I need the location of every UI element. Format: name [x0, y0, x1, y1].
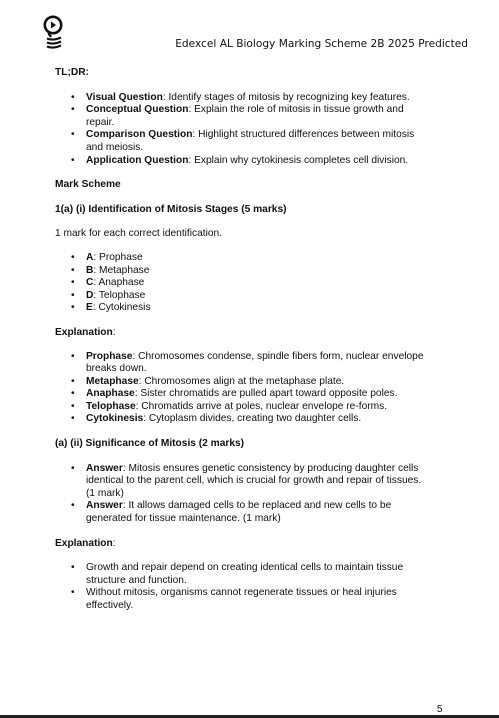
- list-item: • Answer: Mitosis ensures genetic consistency by producing daughter cells identical to the parent cell, which is crucial for growth and repair of tissues. (1 mark): [86, 463, 430, 501]
- explanation-heading: Explanation:: [55, 326, 116, 338]
- marking-note: 1 mark for each correct identification.: [55, 228, 223, 240]
- list-item: • Growth and repair depend on creating identical cells to maintain tissue structure and function.: [86, 562, 430, 587]
- list-item: • Application Question: Explain why cytokinesis completes cell division.: [86, 155, 430, 168]
- list-item: • Visual Question: Identify stages of mitosis by recognizing key features.: [86, 92, 430, 105]
- section-heading-1a-i: 1(a) (i) Identification of Mitosis Stages (5 marks): [55, 203, 287, 215]
- document-body: [55, 67, 430, 613]
- list-item: • C: Anaphase: [86, 277, 430, 290]
- document-header-title: Edexcel AL Biology Marking Scheme 2B 2025 Predicted: [175, 38, 468, 50]
- tldr-heading: TL;DR:: [55, 67, 89, 78]
- list-item: • Anaphase: Sister chromatids are pulled apart toward opposite poles.: [86, 388, 430, 401]
- list-item: • Prophase: Chromosomes condense, spindle fibers form, nuclear envelope breaks down.: [86, 351, 430, 376]
- list-item: • Without mitosis, organisms cannot regenerate tissues or heal injuries effectively.: [86, 587, 430, 612]
- list-item: • Metaphase: Chromosomes align at the metaphase plate.: [86, 376, 430, 389]
- list-item: • D: Telophase: [86, 290, 430, 303]
- list-item: • Cytokinesis: Cytoplasm divides, creating two daughter cells.: [86, 413, 430, 426]
- list-item: • Conceptual Question: Explain the role of mitosis in tissue growth and repair.: [86, 104, 430, 129]
- explanation-heading: Explanation:: [55, 537, 116, 549]
- list-item: • Answer: It allows damaged cells to be replaced and new cells to be generated for tissue maintenance. (1 mark): [86, 500, 430, 525]
- list-item: • Telophase: Chromatids arrive at poles, nuclear envelope re-forms.: [86, 401, 430, 414]
- mark-scheme-heading: Mark Scheme: [55, 179, 121, 191]
- list-item: • Comparison Question: Highlight structured differences between mitosis and meiosis.: [86, 129, 430, 154]
- page-number: 5: [437, 704, 443, 715]
- section-heading-1a-ii: (a) (ii) Significance of Mitosis (2 marks): [55, 438, 245, 450]
- significance-explanation-list: [55, 562, 430, 612]
- list-item: • E: Cytokinesis: [86, 302, 430, 315]
- list-item: • B: Metaphase: [86, 265, 430, 278]
- stage-answer-list: [55, 252, 430, 315]
- tldr-list: [55, 92, 430, 168]
- significance-answer-list: [55, 463, 430, 526]
- list-item: • A: Prophase: [86, 252, 430, 265]
- stage-explanation-list: [55, 351, 430, 427]
